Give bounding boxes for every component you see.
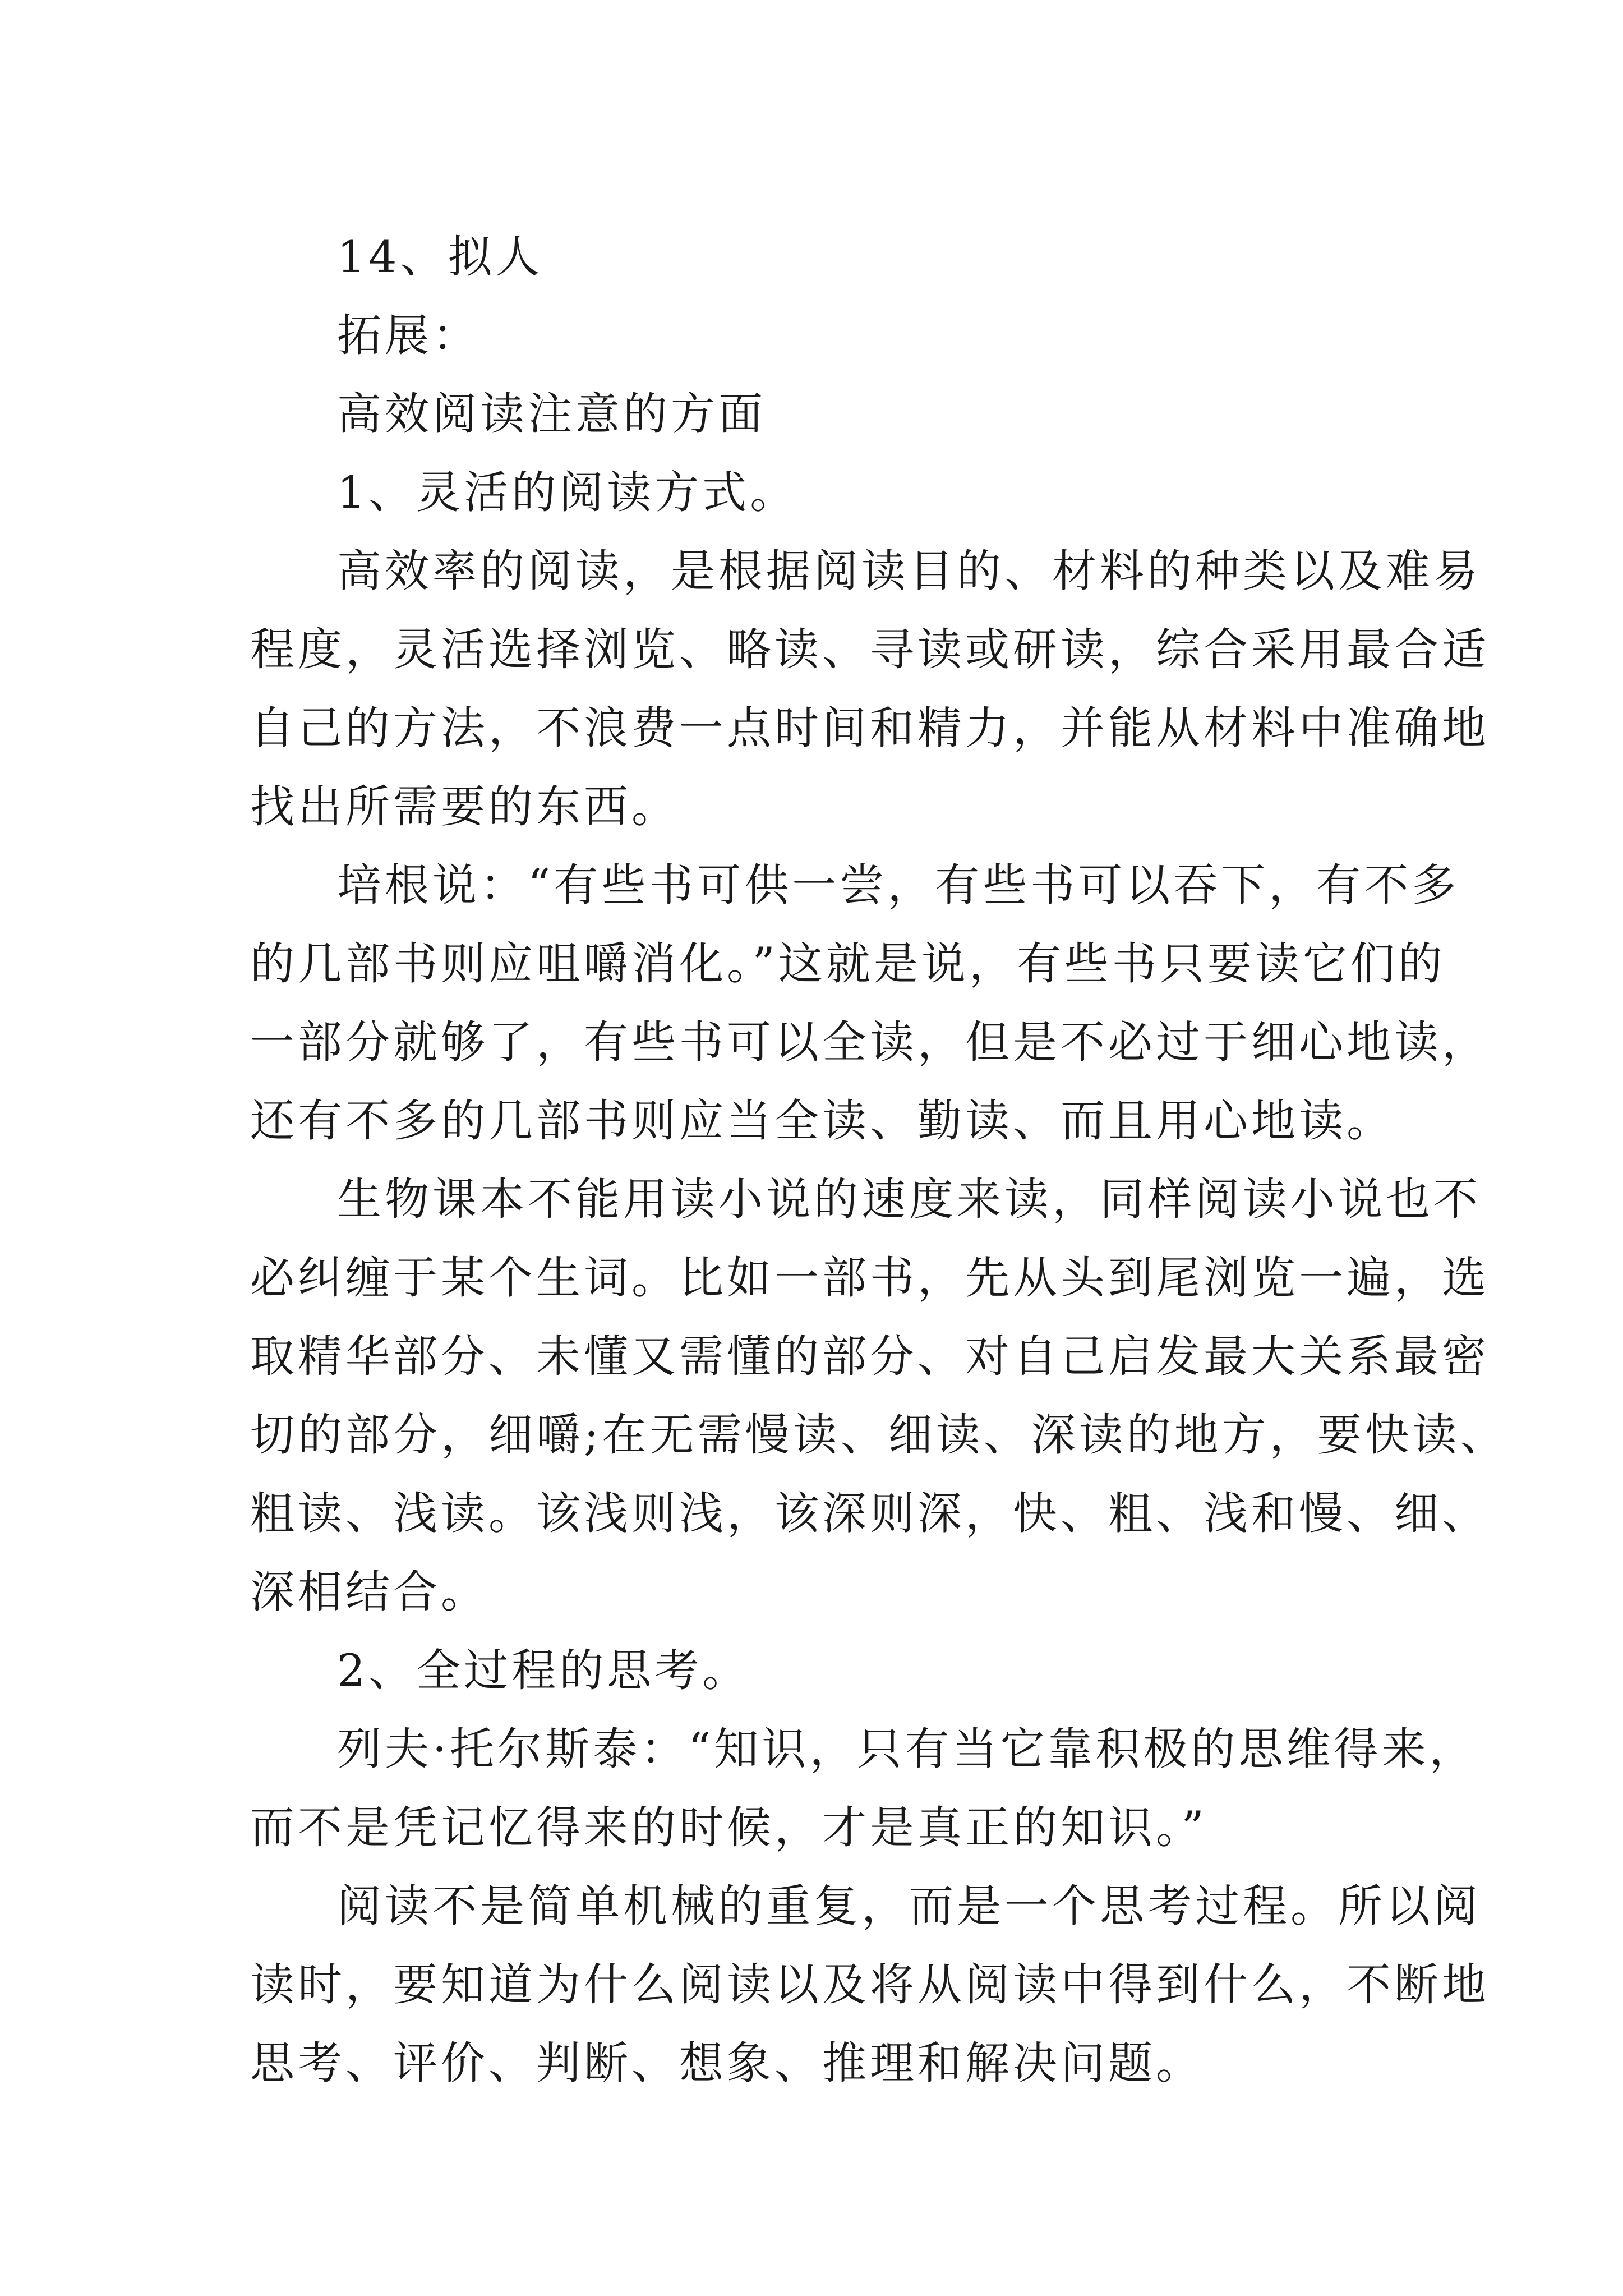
- subheading: 1、灵活的阅读方式。: [337, 467, 798, 518]
- paragraph-line: 而不是凭记忆得来的时候，才是真正的知识。”: [250, 1802, 1207, 1853]
- paragraph-line: 高效率的阅读，是根据阅读目的、材料的种类以及难易: [337, 545, 1481, 597]
- paragraph-line: 粗读、浅读。该浅则浅，该深则深，快、粗、浅和慢、细、: [250, 1488, 1490, 1539]
- paragraph-line: 思考、评价、判断、想象、推理和解决问题。: [250, 2037, 1204, 2089]
- paragraph-line: 培根说：“有些书可供一尝，有些书可以吞下，有不多: [337, 859, 1460, 911]
- subheading: 2、全过程的思考。: [337, 1645, 750, 1696]
- section-title: 高效阅读注意的方面: [337, 388, 766, 440]
- paragraph-line: 取精华部分、未懂又需懂的部分、对自己启发最大关系最密: [250, 1331, 1490, 1382]
- paragraph-line: 读时，要知道为什么阅读以及将从阅读中得到什么，不断地: [250, 1959, 1490, 2010]
- paragraph-line: 列夫·托尔斯泰：“知识，只有当它靠积极的思维得来，: [337, 1723, 1477, 1775]
- section-label: 拓展：: [337, 310, 480, 361]
- paragraph-line: 必纠缠于某个生词。比如一部书，先从头到尾浏览一遍，选: [250, 1252, 1490, 1304]
- paragraph-line: 自己的方法，不浪费一点时间和精力，并能从材料中准确地: [250, 702, 1490, 754]
- paragraph-line: 找出所需要的东西。: [250, 781, 679, 832]
- list-item-heading: 14、拟人: [337, 231, 543, 283]
- paragraph-line: 深相结合。: [250, 1566, 488, 1618]
- paragraph-line: 生物课本不能用读小说的速度来读，同样阅读小说也不: [337, 1174, 1481, 1225]
- paragraph-line: 阅读不是简单机械的重复，而是一个思考过程。所以阅: [337, 1880, 1481, 1932]
- paragraph-line: 的几部书则应咀嚼消化。”这就是说，有些书只要读它们的: [250, 938, 1446, 990]
- paragraph-line: 还有不多的几部书则应当全读、勤读、而且用心地读。: [250, 1095, 1394, 1147]
- paragraph-line: 切的部分，细嚼;在无需慢读、细读、深读的地方，要快读、: [250, 1409, 1508, 1461]
- paragraph-line: 一部分就够了，有些书可以全读，但是不必过于细心地读，: [250, 1016, 1490, 1068]
- document-body: [250, 218, 1508, 2102]
- paragraph-line: 程度，灵活选择浏览、略读、寻读或研读，综合采用最合适: [250, 624, 1490, 675]
